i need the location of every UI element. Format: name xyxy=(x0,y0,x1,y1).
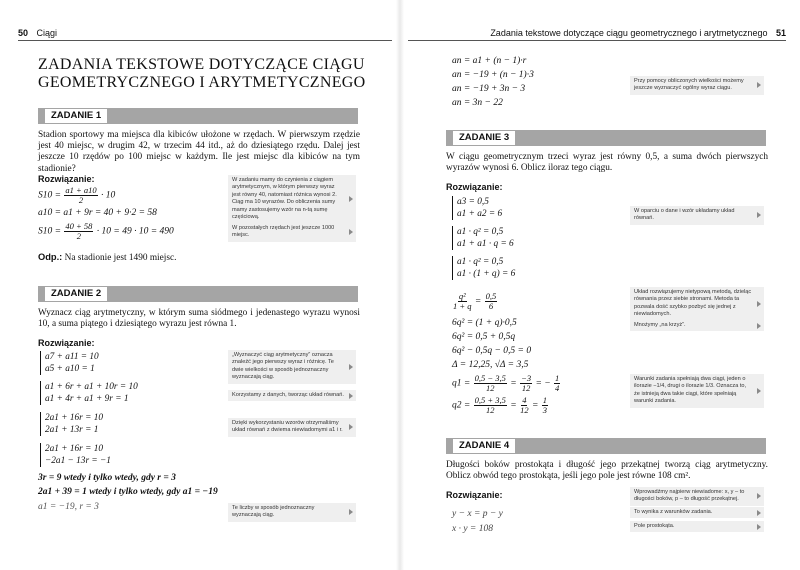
left-page xyxy=(0,0,392,570)
task1-eq2: a10 = a1 + 9r = 40 + 9·2 = 58 xyxy=(38,208,157,218)
task3-eq1: 6q² = (1 + q)·0,5 xyxy=(452,318,517,328)
task4-eq2: x · y = 108 xyxy=(452,524,493,534)
task4-eq1: y − x = p − y xyxy=(452,509,503,519)
task2-line1: 3r = 9 wtedy i tylko wtedy, gdy r = 3 xyxy=(38,473,176,483)
task2-note3: Dzięki wykorzystaniu wzorów otrzymaliśmy układ równań z dwiema niewiadomymi a1 i r. xyxy=(228,418,356,437)
left-header-rule xyxy=(18,40,392,41)
task4-note3: Pole prostokąta. xyxy=(630,521,764,532)
task3-solution-label: Rozwiązanie: xyxy=(446,182,503,192)
task3-system1: a3 = 0,5 a1 + a2 = 6 xyxy=(452,196,502,220)
task1-text: Stadion sportowy ma miejsca dla kibiców ułożone w rzędach. W pierwszym rzędzie jest 40 miejsc, w drugim 42, w trzecim 44 itd., aż do dziesiątego rzędu. Dalej jest jeszcze 10 rzędów po 100 miejsc w każdym. Ile jest miejsc dla kibiców na tym stadionie? xyxy=(38,130,360,174)
task4-solution-label: Rozwiązanie: xyxy=(446,490,503,500)
task1-eq3: S10 = $\frac{40 + 58}{2}$ · 10 = 49 · 10 = 490 xyxy=(38,221,174,241)
general-term-eq1: an = a1 + (n − 1)·r xyxy=(452,56,527,66)
right-section-name: Zadania tekstowe dotyczące ciągu geometrycznego i arytmetycznego xyxy=(490,28,768,38)
task3-fraction-eq: $\frac{\text{q²}}{1 + q}$ = $\frac{0,5}{6}$ xyxy=(453,291,497,311)
task4-label: ZADANIE 4 xyxy=(452,438,516,454)
task3-header xyxy=(446,130,766,146)
task3-q1: q1 = $\frac{0,5 - 3,5}{12}$ = $\frac{-3}{12}$ = − $\frac{1}{4}$ xyxy=(452,373,560,393)
task1-header xyxy=(38,108,358,124)
general-term-eq2: an = −19 + (n − 1)·3 xyxy=(452,70,534,80)
task3-system3: a1 · q² = 0,5 a1 · (1 + q) = 6 xyxy=(452,256,515,280)
task3-note4: Warunki zadania spełniają dwa ciągi, jeden o ilorazie −1/4, drugi o ilorazie 1/3. Oznacza to, że istnieją dwa takie ciągi, które spełniają warunki zadania. xyxy=(630,374,764,408)
task1-note1: W zadaniu mamy do czynienia z ciągiem arytmetycznym, w którym pierwszy wyraz jest równy 40, natomiast różnica wynosi 2. Ciąg ma 10 wyrazów. Do obliczenia sumy mamy zastosujemy wzór na n-tą sumę częściową. xyxy=(228,175,356,223)
task3-label: ZADANIE 3 xyxy=(452,130,516,146)
task3-note1: W oparciu o dane i wzór układamy układ równań. xyxy=(630,206,764,225)
task1-label: ZADANIE 1 xyxy=(44,108,108,124)
right-page-number: 51 xyxy=(775,28,786,38)
task3-q2: q2 = $\frac{0,5 + 3,5}{12}$ = $\frac{4}{12}$ = $\frac{1}{3}$ xyxy=(452,395,548,415)
task2-system1: a7 + a11 = 10 a5 + a10 = 1 xyxy=(40,351,99,375)
general-term-note: Przy pomocy obliczonych wielkości możemy jeszcze wyznaczyć ogólny wyraz ciągu. xyxy=(630,76,764,95)
task3-text: W ciągu geometrycznym trzeci wyraz jest równy 0,5, a suma dwóch pierwszych wyrazów wynosi 6. Oblicz iloraz tego ciągu. xyxy=(446,152,768,174)
task3-system2: a1 · q² = 0,5 a1 + a1 · q = 6 xyxy=(452,226,514,250)
task2-system2: a1 + 6r + a1 + 10r = 10 a1 + 4r + a1 + 9r = 1 xyxy=(40,381,138,405)
right-page xyxy=(408,0,800,570)
task2-system4: 2a1 + 16r = 10 −2a1 − 13r = −1 xyxy=(40,443,111,467)
right-running-head xyxy=(490,28,786,38)
task3-eq2: 6q² = 0,5 + 0,5q xyxy=(452,332,516,342)
task2-label: ZADANIE 2 xyxy=(44,286,108,302)
task1-answer: Odp.: Na stadionie jest 1490 miejsc. xyxy=(38,252,177,263)
task3-delta: Δ = 12,25, √Δ = 3,5 xyxy=(452,360,529,370)
task2-header xyxy=(38,286,358,302)
left-running-head xyxy=(18,28,57,38)
left-page-number: 50 xyxy=(18,28,29,38)
task1-solution-label: Rozwiązanie: xyxy=(38,174,95,184)
right-header-rule xyxy=(408,40,786,41)
task4-text: Długości boków prostokąta i długość jego przekątnej tworzą ciąg arytmetyczny. Oblicz obwód tego prostokąta, jeśli jego pole jest równe 108 cm². xyxy=(446,460,768,482)
task1-eq1: S10 = $\frac{a1 + a10}{2}$ · 10 xyxy=(38,185,116,205)
task4-header xyxy=(446,438,766,454)
general-term-eq4: an = 3n − 22 xyxy=(452,98,503,108)
task2-text: Wyznacz ciąg arytmetyczny, w którym suma siódmego i jedenastego wyrazu wynosi 10, a suma piątego i dziesiątego wyrazu jest równa 1. xyxy=(38,308,360,330)
task2-solution-label: Rozwiązanie: xyxy=(38,338,95,348)
task2-note2: Korzystamy z danych, tworząc układ równań. xyxy=(228,390,356,401)
task3-note2: Układ rozwiązujemy nietypową metodą, dzieląc równania przez siebie stronami. Metoda ta pozwala dość szybko pozbyć się jednej z niewiadomych. xyxy=(630,287,764,321)
task2-system3: 2a1 + 16r = 10 2a1 + 13r = 1 xyxy=(40,412,103,436)
task2-note1: „Wyznaczyć ciąg arytmetyczny” oznacza znaleźć jego pierwszy wyraz i różnicę. Te dwie wielkości w sposób jednoznaczny wyznaczają ciąg. xyxy=(228,350,356,384)
task2-line2: 2a1 + 39 = 1 wtedy i tylko wtedy, gdy a1 = −19 xyxy=(38,487,218,497)
task3-eq3: 6q² − 0,5q − 0,5 = 0 xyxy=(452,346,532,356)
task4-note1: Wprowadźmy najpierw niewiadome: x, y – to długości boków, p – to długość przekątnej. xyxy=(630,487,764,506)
chapter-title: ZADANIA TEKSTOWE DOTYCZĄCE CIĄGU GEOMETRYCZNEGO I ARYTMETYCZNEGO xyxy=(38,56,366,91)
task2-note4: Te liczby w sposób jednoznaczny wyznaczają ciąg. xyxy=(228,503,356,522)
left-section-name: Ciągi xyxy=(36,28,58,38)
task4-note2: To wynika z warunków zadania. xyxy=(630,507,764,518)
general-term-eq3: an = −19 + 3n − 3 xyxy=(452,84,526,94)
task1-note2: W pozostałych rzędach jest jeszcze 1000 miejsc. xyxy=(228,223,356,242)
book-gutter xyxy=(396,0,404,570)
task2-line3: a1 = −19, r = 3 xyxy=(38,502,99,512)
task3-note3: Mnożymy „na krzyż”. xyxy=(630,320,764,331)
